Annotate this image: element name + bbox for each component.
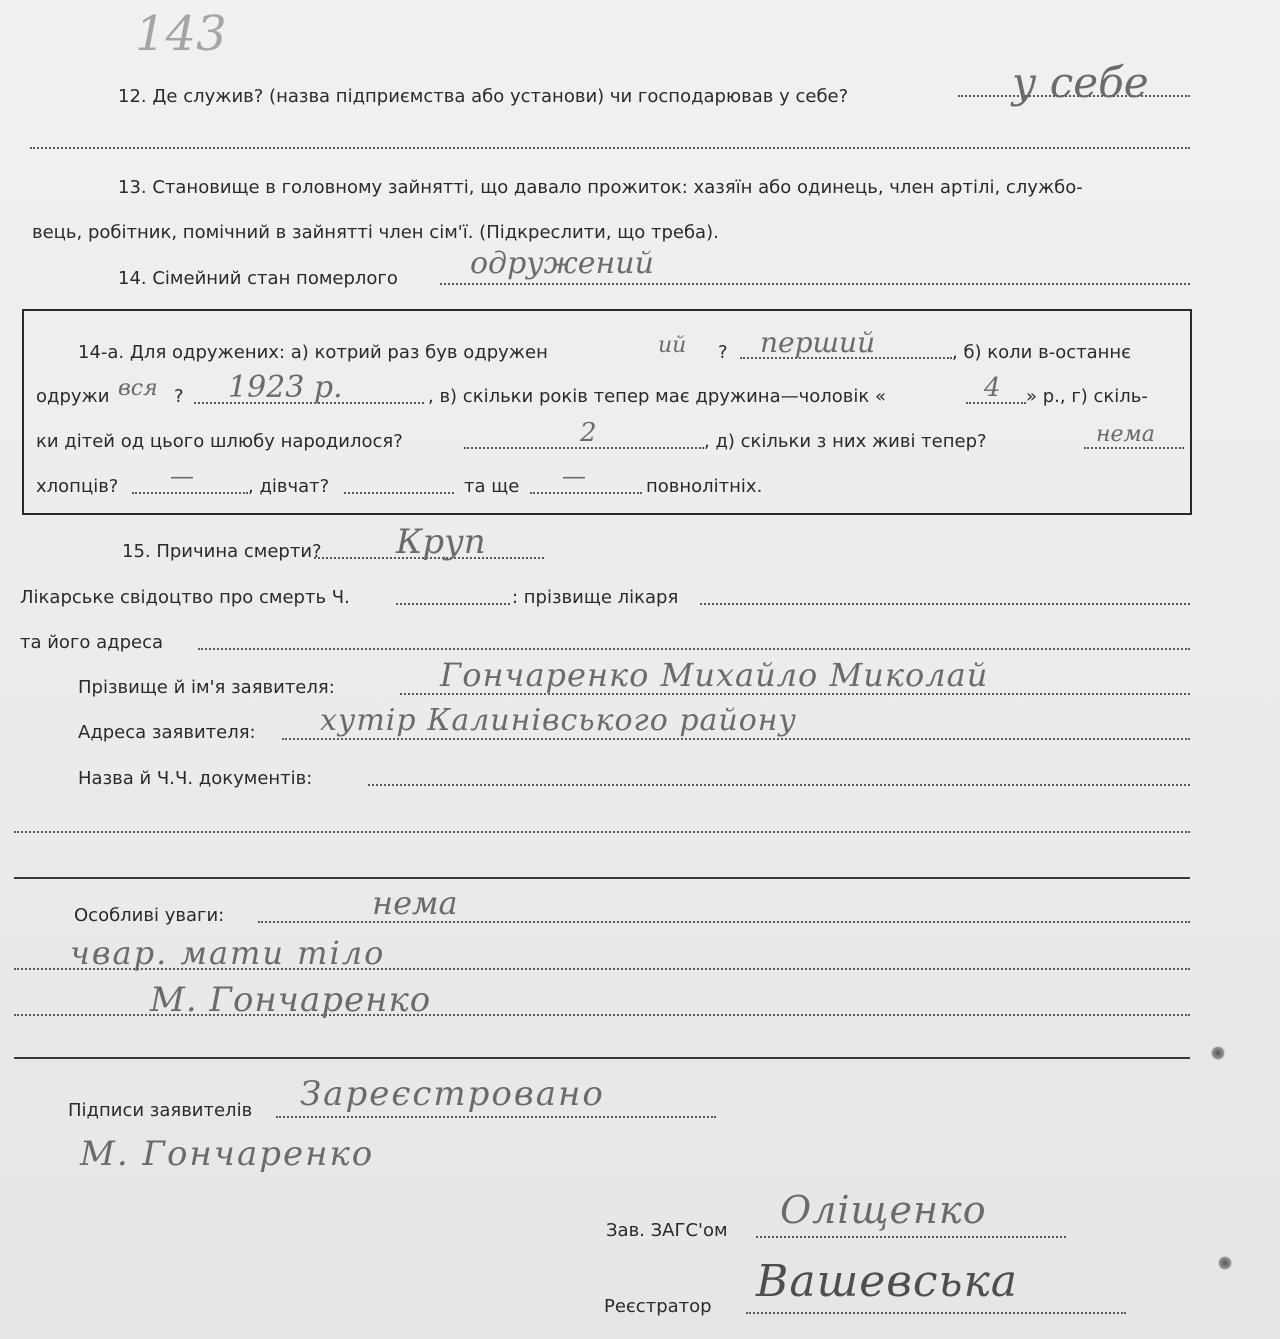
q14a-line2-answer: 1923 р. (228, 370, 343, 405)
doctor-name-line (700, 603, 1190, 605)
q14a-line2-c: » р., г) скіль- (1026, 386, 1148, 407)
cert-number-line (396, 603, 510, 605)
q14a-line1-b: , б) коли в-останнє (952, 342, 1132, 363)
doctor-address-line (198, 648, 1190, 650)
q15-label: 15. Причина смерти? (122, 541, 322, 562)
section-divider-2 (14, 1057, 1190, 1059)
q14a-line4-answer-line (132, 492, 248, 494)
doctor-address-label: та його адреса (20, 632, 164, 653)
head-signature: Оліщенко (780, 1188, 987, 1232)
applicant-address-value: хутір Калинівського району (320, 703, 797, 738)
q14a-line4-answer: — (170, 462, 194, 490)
q14a-line4-girls-line (344, 492, 454, 494)
applicant-address-label: Адреса заявителя: (78, 722, 256, 743)
q13-line1: 13. Становище в головному зайнятті, що давало прожиток: хазяїн або одинець, член артілі, службо- (118, 177, 1083, 198)
q14a-line4-c: та ще (464, 476, 520, 497)
signatures-value-1: Зареєстровано (300, 1074, 605, 1114)
q12-label: 12. Де служив? (назва підприємства або установи) чи господарював у себе? (118, 86, 849, 107)
notes-line-2-value: чвар. мати тіло (70, 934, 386, 972)
q14a-line2-answer2: 4 (984, 373, 1001, 403)
applicant-name-value: Гончаренко Михайло Миколай (440, 656, 989, 694)
head-sign-line (756, 1236, 1066, 1238)
q14a-line3-label: ки дітей од цього шлюбу народилося? (36, 431, 403, 452)
q14a-line4-d: повнолітніх. (646, 476, 763, 497)
documents-line-2 (14, 831, 1190, 833)
q12-continuation-line (30, 147, 1190, 149)
q14a-line4-answer2: — (562, 462, 586, 490)
documents-label: Назва й Ч.Ч. документів: (78, 768, 313, 789)
signatures-label: Підписи заявителів (68, 1100, 253, 1121)
q14-answer: одружений (470, 246, 654, 281)
q14a-line3-answer2: нема (1096, 422, 1155, 447)
head-label: Зав. ЗАГС'ом (606, 1220, 728, 1241)
applicant-address-line (282, 738, 1190, 740)
archive-mark: 143 (135, 6, 227, 62)
q14a-line1-suffix: ий (658, 333, 687, 358)
q14a-line3-answer2-line (1084, 447, 1184, 449)
notes-value: нема (372, 884, 458, 922)
q14a-line1-answer: перший (760, 326, 876, 359)
registrar-label: Реєстратор (604, 1296, 712, 1317)
q14a-line4-answer2-line (530, 492, 642, 494)
q14a-box (22, 309, 1192, 515)
q14a-line4-b: , дівчат? (248, 476, 330, 497)
doctor-label: : прізвище лікаря (512, 587, 679, 608)
notes-label: Особливі уваги: (74, 905, 225, 926)
q13-line2: вець, робітник, помічний в зайнятті член сім'ї. (Підкреслити, що треба). (32, 222, 719, 243)
q14a-line2-suffix: вся (118, 376, 158, 401)
q12-answer: у себе (1012, 58, 1149, 107)
q15-answer: Круп (396, 522, 486, 562)
applicant-name-label: Прізвище й ім'я заявителя: (78, 677, 335, 698)
q14a-line4-label: хлопців? (36, 476, 119, 497)
documents-line (368, 784, 1190, 786)
registrar-sign-line (746, 1312, 1126, 1314)
q14-answer-line (440, 283, 1190, 285)
punch-hole-top (1211, 1046, 1225, 1060)
q14a-line2-label: одружи (36, 386, 110, 407)
q14a-line2-qmark: ? (174, 386, 184, 407)
q14a-line3-answer: 2 (580, 418, 597, 448)
punch-hole-bottom (1218, 1256, 1232, 1270)
q14a-line1-label: 14-а. Для одружених: а) котрий раз був одружен (78, 342, 548, 363)
q14a-line3-b: , д) скільки з них живі тепер? (704, 431, 987, 452)
signatures-value-2: М. Гончаренко (80, 1134, 375, 1174)
notes-line-3-value: М. Гончаренко (150, 980, 432, 1020)
q14-label: 14. Сімейний стан померлого (118, 268, 398, 289)
section-divider-1 (14, 877, 1190, 879)
registrar-signature: Вашевська (756, 1256, 1018, 1307)
q14a-line2-b: , в) скільки років тепер має дружина—чоловік « (428, 386, 886, 407)
signatures-line (276, 1116, 716, 1118)
cert-label: Лікарське свідоцтво про смерть Ч. (20, 587, 350, 608)
q14a-line1-qmark: ? (718, 342, 728, 363)
